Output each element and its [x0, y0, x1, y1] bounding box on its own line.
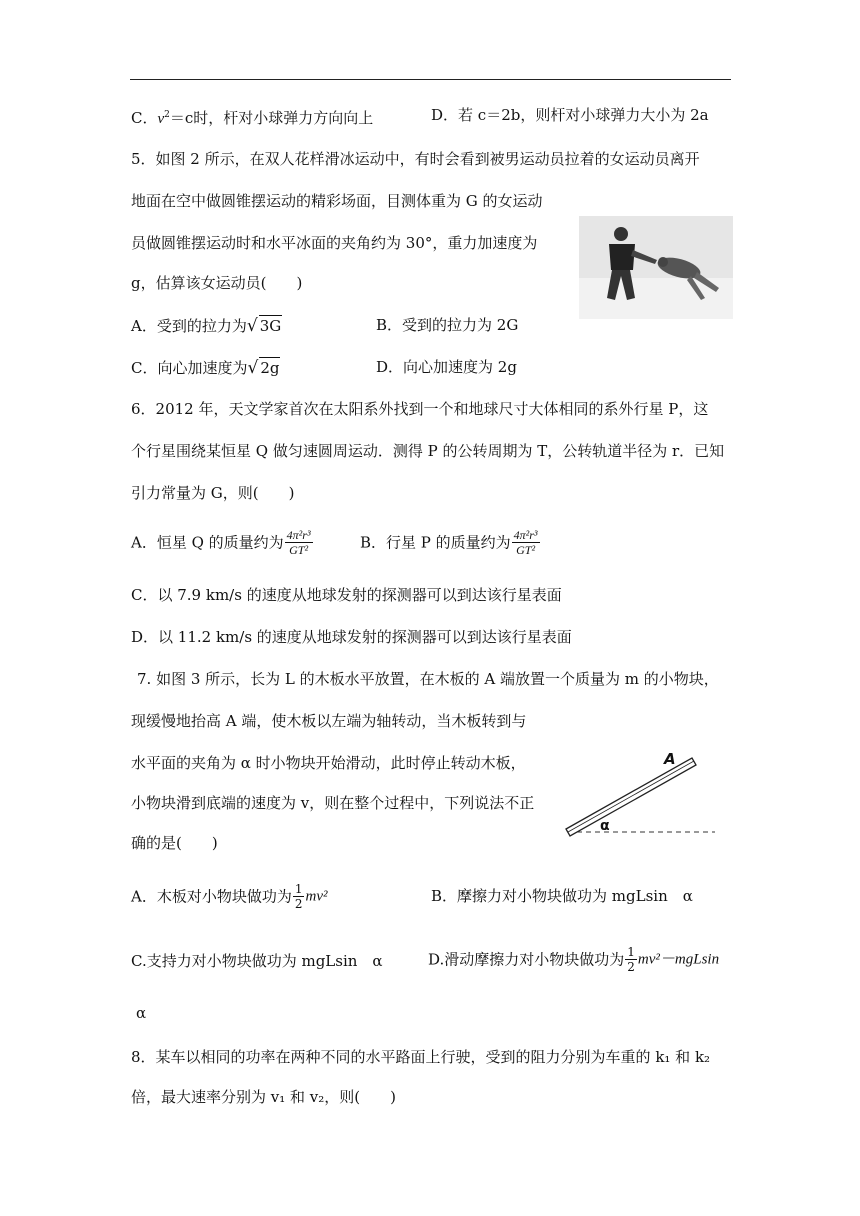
q8-stem-line-1: 8．某车以相同的功率在两种不同的水平路面上行驶，受到的阻力分别为车重的 k₁ 和 k₂: [131, 1048, 711, 1066]
figure-skating-photo: [579, 216, 733, 319]
incline-board-figure: [560, 745, 720, 840]
q6-option-c: C．以 7.9 km/s 的速度从地球发射的探测器可以到达该行星表面: [131, 586, 562, 604]
q6-stem-line-1: 6．2012 年，天文学家首次在太阳系外找到一个和地球尺寸大体相同的系外行星 P，这: [131, 400, 709, 418]
fraction-half: $\frac{1}{2}$: [627, 945, 635, 974]
q5-stem-line-1: 5．如图 2 所示，在双人花样滑冰运动中，有时会看到被男运动员拉着的女运动员离开: [131, 150, 700, 168]
header-rule: [130, 79, 731, 80]
fraction: $\frac{\text{4π²r³}}{\text{GT²}}$: [286, 528, 311, 557]
q7-option-a: A．木板对小物块做功为 $\frac{1}{2}$ mv²: [131, 882, 328, 911]
q7-stem-line-1: 7. 如图 3 所示，长为 L 的木板水平放置，在木板的 A 端放置一个质量为 m 的小物块，: [137, 670, 719, 688]
q4-option-d: D．若 c＝2b，则杆对小球弹力大小为 2a: [431, 106, 709, 124]
q5-stem-line-3: 员做圆锥摆运动时和水平冰面的夹角约为 30°，重力加速度为: [131, 234, 538, 252]
q6-option-b: B．行星 P 的质量约为 $\frac{\text{4π²r³}}{\text{GT²}}$: [360, 528, 538, 557]
q7-option-d-continued: α: [136, 1004, 147, 1022]
q6-option-a: A．恒星 Q 的质量约为 $\frac{\text{4π²r³}}{\text{GT²}}$: [131, 528, 311, 557]
q7-option-c: C.支持力对小物块做功为 mgLsin α: [131, 952, 383, 970]
q5-option-c: C．向心加速度为√ 2g: [131, 358, 280, 378]
q7-option-d: D.滑动摩擦力对小物块做功为 $\frac{1}{2}$ mv²－mgLsin: [428, 945, 720, 974]
q6-option-d: D．以 11.2 km/s 的速度从地球发射的探测器可以到达该行星表面: [131, 628, 572, 646]
q5-stem-line-2: 地面在空中做圆锥摆运动的精彩场面，目测体重为 G 的女运动: [131, 192, 543, 210]
q7-stem-line-5: 确的是( ): [131, 834, 218, 852]
q7-stem-line-3: 水平面的夹角为 α 时小物块开始滑动，此时停止转动木板，: [131, 754, 526, 772]
q7-stem-line-4: 小物块滑到底端的速度为 v，则在整个过程中，下列说法不正: [131, 794, 535, 812]
figure-label-a: A: [664, 750, 676, 768]
q6-stem-line-3: 引力常量为 G，则( ): [131, 484, 295, 502]
q4-option-c: C．$v^2=c$时，杆对小球弹力方向向上: [131, 109, 374, 127]
q5-stem-line-4: g，估算该女运动员( ): [131, 274, 303, 292]
q7-stem-line-2: 现缓慢地抬高 A 端，使木板以左端为轴转动，当木板转到与: [131, 712, 527, 730]
q5-option-d: D．向心加速度为 2g: [376, 358, 517, 376]
q5-option-a: A．受到的拉力为√ 3G: [131, 316, 282, 336]
fraction-half: $\frac{1}{2}$: [294, 882, 303, 911]
q7-option-b: B．摩擦力对小物块做功为 mgLsin α: [431, 887, 693, 905]
figure-label-alpha: α: [600, 818, 610, 834]
q6-stem-line-2: 个行星围绕某恒星 Q 做匀速圆周运动．测得 P 的公转周期为 T，公转轨道半径为 r．已知: [131, 442, 725, 460]
q8-stem-line-2: 倍，最大速率分别为 v₁ 和 v₂，则( ): [131, 1088, 396, 1106]
fraction: $\frac{\text{4π²r³}}{\text{GT²}}$: [513, 528, 538, 557]
q5-option-b: B．受到的拉力为 2G: [376, 316, 519, 334]
